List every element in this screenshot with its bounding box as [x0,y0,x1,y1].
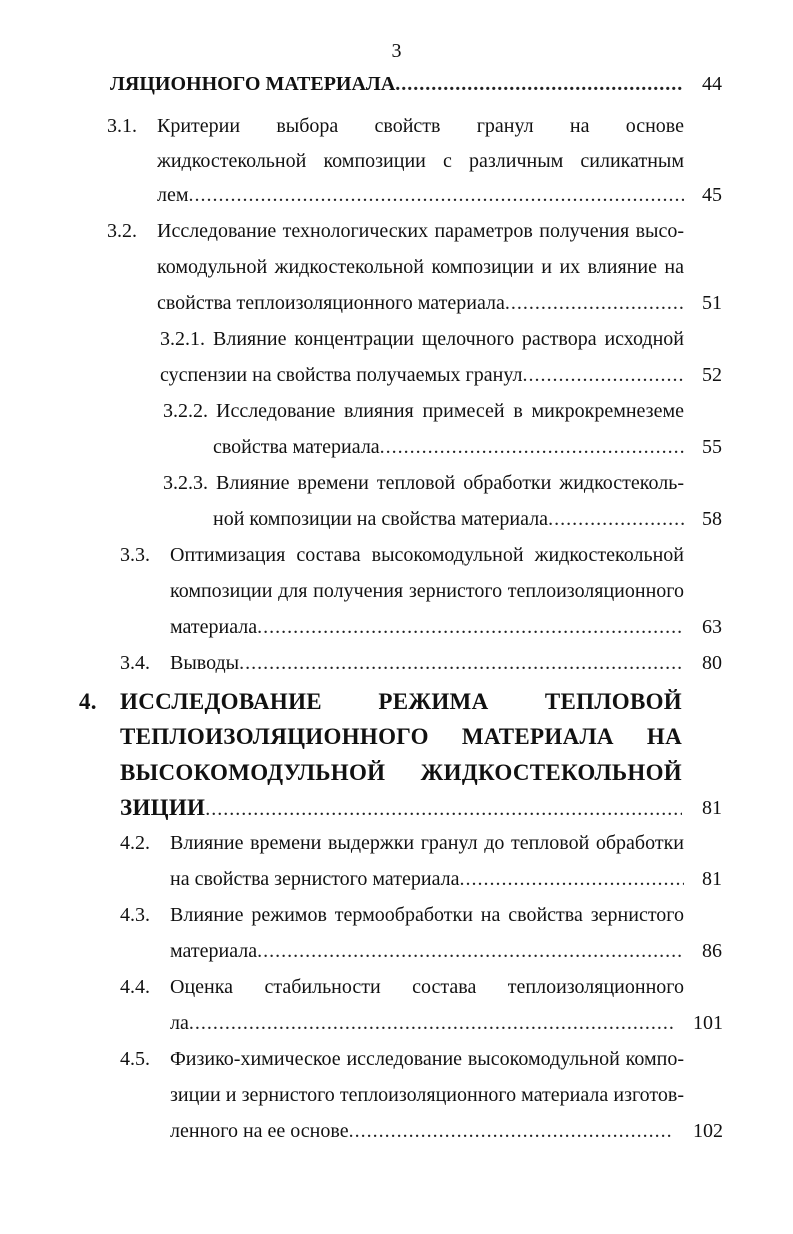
dot-leader [257,937,684,965]
toc-entry-text-line: свойства материала ..... [213,433,684,461]
toc-entry-text-line: Исследование влияния примесей в микрокремнеземе [216,400,684,422]
toc-entry-text-line: Влияние времени тепловой обработки жидкостеколь- [216,472,684,494]
dot-leader [349,1117,671,1145]
toc-entry-text-line: материала ..... [170,937,684,965]
dot-leader [380,433,684,461]
toc-entry-text-line: суспензии на свойства получаемых гранул ..... [160,361,684,389]
toc-entry-text-line: ленного на ее основе ..... [170,1117,671,1145]
dot-leader [205,792,682,825]
toc-entry-text-line: лем ..... [157,181,684,209]
toc-page-number: 81 [702,868,722,890]
toc-entry-text-line: ИССЛЕДОВАНИЕ РЕЖИМА ТЕПЛОВОЙ [120,689,682,714]
toc-section-number: 3.2.2. [163,400,208,422]
toc-section-number: 3.2.3. [163,472,208,494]
toc-page-number: 58 [702,508,722,530]
dot-leader [505,289,684,317]
toc-entry-text-line: Влияние режимов термообработки на свойства зернистого [170,904,684,926]
toc-entry-text-line: ла ..... [170,1009,675,1037]
toc-entry-text-line: зиции и зернистого теплоизоляционного материала изготов- [170,1084,684,1106]
dot-leader [460,865,685,893]
toc-section-number: 4.2. [120,832,150,854]
toc-section-number: 4.3. [120,904,150,926]
toc-entry-text-line: свойства теплоизоляционного материала ..... [157,289,684,317]
toc-section-number: 3.4. [120,652,150,674]
toc-page-number: 102 [693,1120,723,1142]
toc-entry-text-line: ЛЯЦИОННОГО МАТЕРИАЛА ..... [110,70,684,98]
toc-entry-text-line: комодульной жидкостекольной композиции и их влияние на [157,256,684,278]
toc-section-number: 3.2. [107,220,137,242]
toc-entry-text-line: Влияние концентрации щелочного раствора исходной [213,328,684,350]
toc-page-number: 86 [702,940,722,962]
toc-section-number: 3.2.1. [160,328,205,350]
dot-leader [239,649,684,677]
toc-entry-text-line: Оптимизация состава высокомодульной жидкостекольной [170,544,684,566]
dot-leader [257,613,684,641]
toc-entry-text-line: Влияние времени выдержки гранул до тепловой обработки [170,832,684,854]
toc-entry-text-line: материала ..... [170,613,684,641]
toc-page-number: 51 [702,292,722,314]
toc-section-number: 4.4. [120,976,150,998]
toc-entry-text-line: на свойства зернистого материала ..... [170,865,684,893]
toc-entry-text-line: Исследование технологических параметров получения высо- [157,220,684,242]
toc-page-number: 55 [702,436,722,458]
toc-page-number: 52 [702,364,722,386]
dot-leader [522,361,684,389]
dot-leader [395,70,684,98]
toc-section-number: 3.3. [120,544,150,566]
toc-entry-text-line: ТЕПЛОИЗОЛЯЦИОННОГО МАТЕРИАЛА НА [120,724,682,749]
toc-entry-text-line: ной композиции на свойства материала ..... [213,505,684,533]
toc-entry-text-line: Физико-химическое исследование высокомодульной компо- [170,1048,684,1070]
toc-page-number: 45 [702,184,722,206]
toc-page-number: 81 [702,797,722,819]
toc-page-number: 80 [702,652,722,674]
toc-entry-text-line: ВЫСОКОМОДУЛЬНОЙ ЖИДКОСТЕКОЛЬНОЙ [120,760,682,785]
toc-page-number: 63 [702,616,722,638]
toc-section-number: 4. [79,689,97,714]
dot-leader [189,1009,675,1037]
toc-entry-text-line: Оценка стабильности состава теплоизоляционного [170,976,684,998]
toc-page-number: 101 [693,1012,723,1034]
toc-section-number: 4.5. [120,1048,150,1070]
toc-entry-text-line: композиции для получения зернистого теплоизоляционного [170,580,684,602]
toc-entry-text-line: жидкостекольной композиции с различным силикатным [157,150,684,172]
toc-entry-text-line: Критерии выбора свойств гранул на основе [157,115,684,137]
dot-leader [189,181,684,209]
toc-page-number: 44 [702,73,722,95]
toc-entry-text-line: Выводы ..... [170,649,684,677]
toc-entry-text-line: ЗИЦИИ ..... [120,791,682,825]
toc-section-number: 3.1. [107,115,137,137]
page-number: 3 [391,40,402,62]
